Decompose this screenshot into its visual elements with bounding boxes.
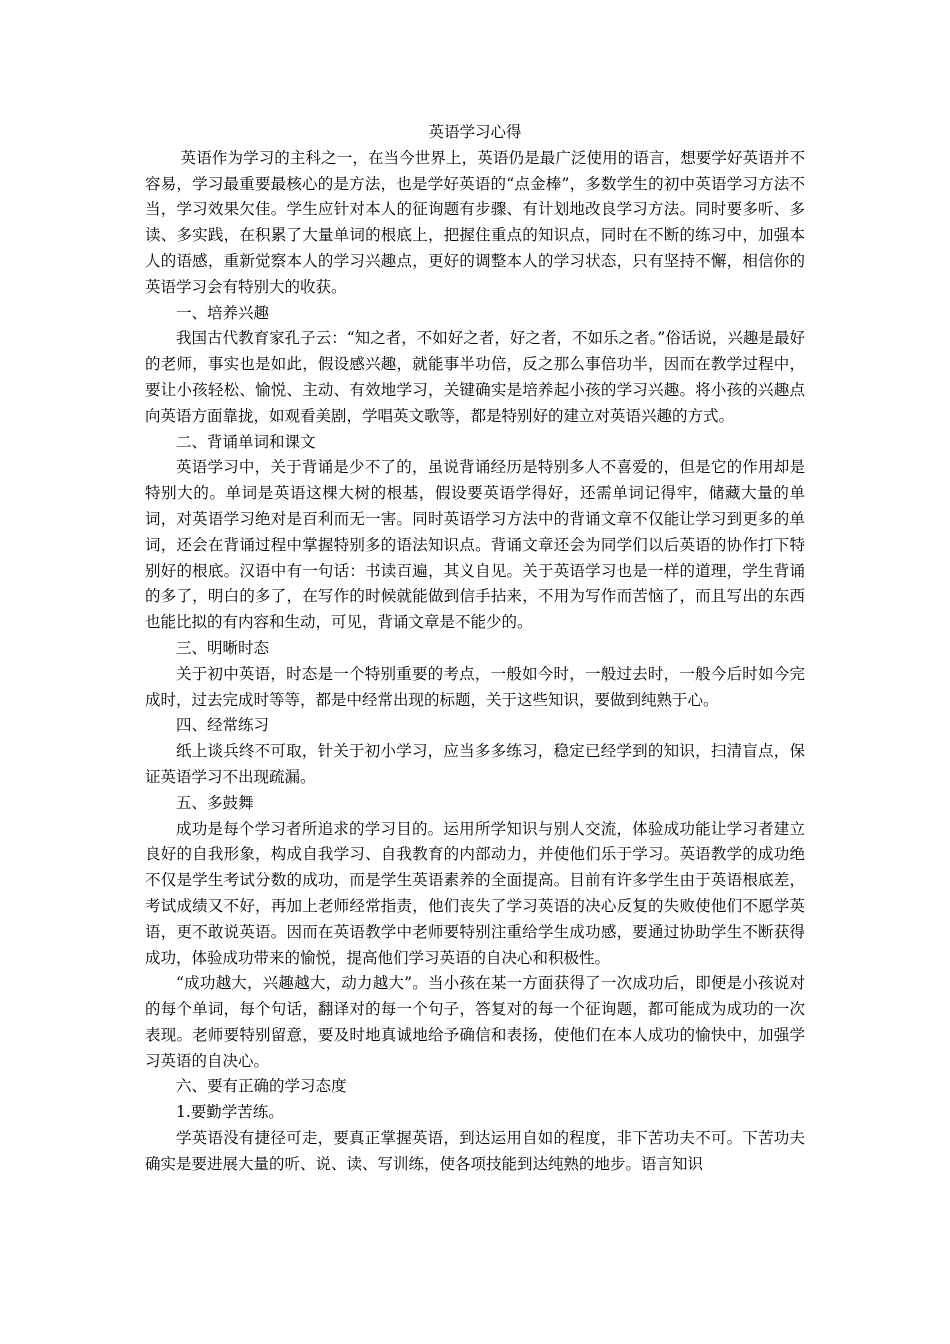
document-page xyxy=(145,120,805,1178)
section-paragraph: 我国古代教育家孔子云：“知之者，不如好之者，好之者，不如乐之者。”俗话说，兴趣是最好的老师，事实也是如此，假设感兴趣，就能事半功倍，反之那么事倍功半，因而在教学过程中，要让小孩轻松、愉悦、主动、有效地学习，关键确实是培养起小孩的学习兴趣。将小孩的兴趣点向英语方面靠拢，如观看美剧，学唱英文歌等，都是特别好的建立对英语兴趣的方式。 xyxy=(145,329,805,425)
section-heading: 一、培养兴趣 xyxy=(176,303,270,322)
section-paragraph: 学英语没有捷径可走，要真正掌握英语，到达运用自如的程度，非下苦功夫不可。下苦功夫确实是要进展大量的听、说、读、写训练，使各项技能到达纯熟的地步。语言知识 xyxy=(145,1129,805,1173)
section-heading: 五、多鼓舞 xyxy=(176,793,254,812)
document-title: 英语学习心得 xyxy=(428,123,522,141)
section-paragraph: “成功越大，兴趣越大，动力越大”。当小孩在某一方面获得了一次成功后，即便是小孩说对的每个单词，每个句话，翻译对的每一个句子，答复对的每一个征询题，都可能成为成功的一次表现。老师要特别留意，要及时地真诚地给予确信和表扬，使他们在本人成功的愉快中，加强学习英语的自决心。 xyxy=(145,974,805,1070)
section-heading: 三、明晰时态 xyxy=(176,638,270,657)
section-heading: 四、经常练习 xyxy=(176,716,270,735)
section-heading: 二、背诵单词和课文 xyxy=(176,432,316,451)
section-paragraph: 成功是每个学习者所追求的学习目的。运用所学知识与别人交流，体验成功能让学习者建立良好的自我形象，构成自我学习、自我教育的内部动力，并使他们乐于学习。英语教学的成功绝不仅是学生考试分数的成功，而是学生英语素养的全面提高。目前有许多学生由于英语根底差，考试成绩又不好，再加上老师经常指责，他们丧失了学习英语的决心反复的失败使他们不愿学英语，更不敢说英语。因而在英语教学中老师要特别注重给学生成功感，要通过协助学生不断获得成功，体验成功带来的愉悦，提高他们学习英语的自决心和积极性。 xyxy=(145,819,805,967)
intro-paragraph: 英语作为学习的主科之一，在当今世界上，英语仍是最广泛使用的语言，想要学好英语并不容易，学习最重要最核心的是方法，也是学好英语的“点金棒”，多数学生的初中英语学习方法不当，学习效果欠佳。学生应针对本人的征询题有步骤、有计划地改良学习方法。同时要多听、多读、多实践，在积累了大量单词的根底上，把握住重点的知识点，同时在不断的练习中，加强本人的语感，重新觉察本人的学习兴趣点，更好的调整本人的学习状态，只有坚持不懈，相信你的英语学习会有特别大的收获。 xyxy=(145,148,805,296)
section-paragraph: 纸上谈兵终不可取，针关于初小学习，应当多多练习，稳定已经学到的知识，扫清盲点，保证英语学习不出现疏漏。 xyxy=(145,742,805,786)
section-paragraph: 英语学习中，关于背诵是少不了的，虽说背诵经历是特别多人不喜爱的，但是它的作用却是特别大的。单词是英语这棵大树的根基，假设要英语学得好，还需单词记得牢，储藏大量的单词，对英语学习绝对是百利而无一害。同时英语学习方法中的背诵文章不仅能让学习到更多的单词，还会在背诵过程中掌握特别多的语法知识点。背诵文章还会为同学们以后英语的协作打下特别好的根底。汉语中有一句话：书读百遍，其义自见。关于英语学习也是一样的道理，学生背诵的多了，明白的多了，在写作的时候就能做到信手拈来，不用为写作而苦恼了，而且写出的东西也能比拟的有内容和生动，可见，背诵文章是不能少的。 xyxy=(145,458,805,632)
section-paragraph: 关于初中英语，时态是一个特别重要的考点，一般如今时，一般过去时，一般今后时如今完成时，过去完成时等等，都是中经常出现的标题，关于这些知识，要做到纯熟于心。 xyxy=(145,664,805,709)
subsection-heading: 1.要勤学苦练。 xyxy=(176,1103,284,1122)
section-heading: 六、要有正确的学习态度 xyxy=(176,1077,347,1096)
